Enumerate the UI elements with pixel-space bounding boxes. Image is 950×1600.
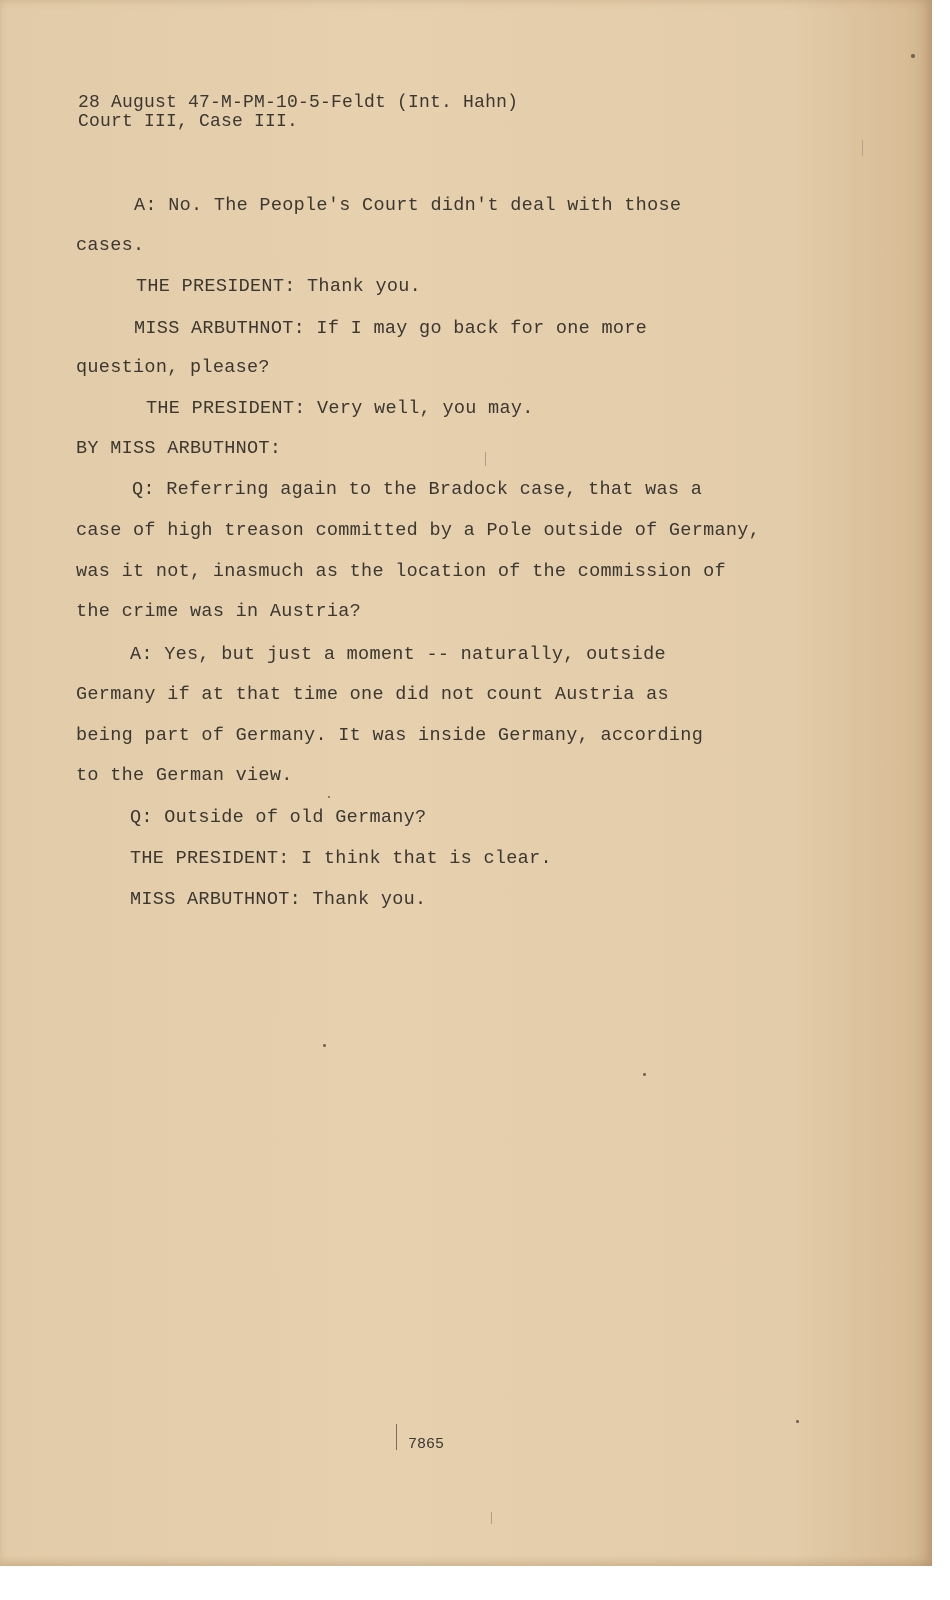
paper-speck — [328, 796, 330, 798]
answer-line: A: Yes, but just a moment -- naturally, outside — [130, 644, 666, 665]
answer-line-cont: being part of Germany. It was inside Germany, according — [76, 725, 704, 746]
answer-line-cont: cases. — [76, 235, 145, 256]
paper-speck — [911, 54, 915, 58]
paper-speck — [643, 1073, 646, 1076]
paper-mark — [862, 140, 863, 156]
paper-mark — [396, 1424, 397, 1450]
arbuthnot-line-cont: question, please? — [76, 357, 270, 378]
paper-mark — [485, 452, 486, 466]
page-number: 7865 — [408, 1436, 445, 1453]
question-line-cont: case of high treason committed by a Pole outside of Germany, — [76, 520, 761, 541]
answer-line-cont: to the German view. — [76, 765, 293, 786]
answer-line: A: No. The People's Court didn't deal with those — [134, 195, 682, 216]
question-line-cont: the crime was in Austria? — [76, 601, 362, 622]
arbuthnot-line: MISS ARBUTHNOT: Thank you. — [130, 889, 427, 910]
paper-mark — [491, 1512, 492, 1524]
examiner-heading: BY MISS ARBUTHNOT: — [76, 438, 282, 459]
paper-speck — [323, 1044, 326, 1047]
president-line: THE PRESIDENT: Very well, you may. — [146, 398, 534, 419]
header-line-court: Court III, Case III. — [78, 112, 299, 132]
paper-speck — [796, 1420, 799, 1423]
question-line: Q: Referring again to the Bradock case, that was a — [132, 479, 703, 500]
question-line-cont: was it not, inasmuch as the location of the commission of — [76, 561, 726, 582]
header-line-date: 28 August 47-M-PM-10-5-Feldt (Int. Hahn) — [78, 93, 519, 113]
page-background-strip — [0, 1566, 950, 1600]
president-line: THE PRESIDENT: Thank you. — [136, 276, 422, 297]
arbuthnot-line: MISS ARBUTHNOT: If I may go back for one more — [134, 318, 648, 339]
answer-line-cont: Germany if at that time one did not count Austria as — [76, 684, 669, 705]
president-line: THE PRESIDENT: I think that is clear. — [130, 848, 552, 869]
question-line: Q: Outside of old Germany? — [130, 807, 427, 828]
